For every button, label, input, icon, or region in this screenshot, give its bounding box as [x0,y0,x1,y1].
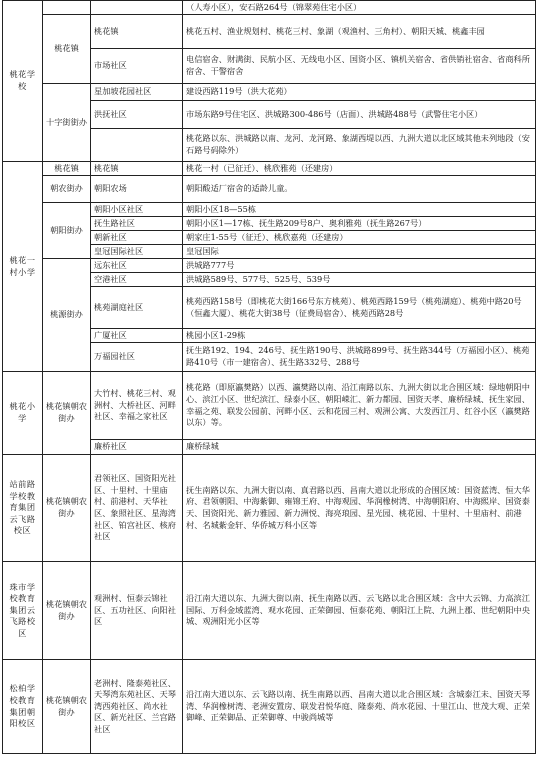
community-cell: 朝阳小区社区 [91,203,183,217]
area-cell: 建设西路119号（洪大花苑） [183,84,536,101]
community-cell: 万福园社区 [91,343,183,372]
district-cell: 桃花镇朝农街办 [43,562,91,660]
school-cell: 桃花小学 [3,372,43,455]
area-cell: 朝阳小区18—55栋 [183,203,536,217]
area-cell: （人寿小区），安石路264号（锦翠苑住宅小区） [183,1,536,15]
area-cell: 桃花五村、渔业规划村、桃花三村、象湖（观渔村、三角村）、朝阳天城、桃鑫丰园 [183,15,536,49]
community-cell: 朝阳农场 [91,176,183,203]
district-cell: 朝阳街办 [43,203,91,259]
school-cell: 站前路学校教育集团云飞路校区 [3,455,43,562]
school-cell: 桃花学校 [3,1,43,162]
community-cell: 观洲村、恒泰云锦社区、五功社区、向阳社区 [91,562,183,660]
table-row [3,562,536,660]
table-row [3,1,536,15]
district-cell: 十字街街办 [43,84,91,162]
community-cell: 廉桥社区 [91,440,183,455]
area-cell: 市场东路9号住宅区、洪城路300-486号（店面）、洪城路488号（武警住宅小区） [183,101,536,129]
community-cell: 远东社区 [91,259,183,273]
community-cell: 朝新社区 [91,231,183,245]
area-cell: 朝家庄1-55号（征迁）、桃欣嘉苑（还建房） [183,231,536,245]
area-cell: 抚生南路以东、九洲大街以南、真君路以西、昌南大道以北形成的合围区域：国资蓝湾、恒大华府、君领朝阳、中海紫御、雍锦王府、中海观园、华润橡树湾、中海朝阳府、中海熙岸、国资泰天、国资阳光、新力雅园、新力洲悦、海亮琅园、星光园、桃花园、十里村、十里庙村、前港村、名城紫金轩、华侨城万科小区等 [183,455,536,562]
school-cell: 珠市学校教育集团云飞路校区 [3,562,43,660]
district-cell: 桃花镇朝农街办 [43,455,91,562]
school-cell: 桃花一村小学 [3,162,43,372]
area-cell: 皇冠国际 [183,245,536,259]
school-zoning-table [2,0,536,754]
district-cell: 桃花镇朝农街办 [43,372,91,455]
community-cell: 洪抚社区 [91,101,183,129]
table-row [3,15,536,49]
table-row [3,176,536,203]
area-cell: 电信宿舍、财满街、民航小区、无线电小区、国资小区、镇机关宿舍、省供销社宿舍、省商科所宿舍、干警宿舍 [183,49,536,84]
district-cell: 桃花镇朝农街办 [43,660,91,754]
community-cell: 桃苑湖庭社区 [91,287,183,329]
community-cell: 空港社区 [91,273,183,287]
area-cell: 抚生路192、194、246号、抚生路190号、洪城路899号、抚生路344号（万福园小区）、桃苑路410号（市一建宿舍）、抚生路332号、288号 [183,343,536,372]
community-cell: 广厦社区 [91,329,183,343]
area-cell: 桃苑西路158号（即桃花大街166号东方桃苑）、桃苑西路159号（桃苑湖庭）、桃苑中路20号（恒鑫大厦）、桃花大街38号（征费局宿舍）、桃苑西路28号 [183,287,536,329]
district-cell: 朝农街办 [43,176,91,203]
community-cell: 抚生路社区 [91,217,183,231]
community-cell: 大竹村、桃花三村、观洲村、大桥社区、河畔社区、幸福之家社区 [91,372,183,440]
community-cell: 老洲村、隆泰苑社区、天琴湾东苑社区、天琴湾西苑社区、尚水社区、新光社区、兰宫路社区 [91,660,183,754]
area-cell: 洪城路777号 [183,259,536,273]
area-cell: 沿江南大道以东、云飞路以南、抚生南路以西、昌南大道以北合围区域：含城泰江未、国资天琴湾、华润橡树湾、老洲安置房、联发君悦华庭、隆泰苑、尚水花园、十里江山、世茂大观、正荣御峰、正荣御品、正荣御尊、中骏尚城等 [183,660,536,754]
area-cell: 桃花路（即原瀛樊路）以西、瀛樊路以南、沿江南路以东、九洲大街以北合围区域：绿地朝阳中心、滨江小区、世纪滨江、绿泰小区、朝阳嵘汇、新力都园、国资天孝、廉桥绿城、抚生家园、幸福之苑、联发公园前、河畔小区、云和花园三村、观洲公寓、大发西江月、红谷小区（瀛樊路以东）等。 [183,372,536,440]
table-row [3,84,536,101]
district-cell: 桃花镇 [43,15,91,84]
school-cell: 松柏学校教育集团朝阳校区 [3,660,43,754]
table-row [3,203,536,217]
community-cell: 君领社区、国资阳光社区、十里村、十里庙村、前港村、天华社区、象照社区、星海湾社区、铂宫社区、核府社区 [91,455,183,562]
area-cell: 廉桥绿城 [183,440,536,455]
table-row [3,162,536,176]
area-cell: 沿江南大道以东、九洲大街以南、抚生南路以西、云飞路以北合围区域：含中大云锦、力高滨江国际、万科金域蓝湾、观水花园、正荣御园、恒泰花苑、朝阳江上院、九洲上郡、世纪朝阳中央城、观洲阳光小区等 [183,562,536,660]
table-row [3,455,536,562]
area-cell: 桃花一村（已征迁）、桃欣雅苑（还建房） [183,162,536,176]
community-cell [91,1,183,15]
community-cell: 市场社区 [91,49,183,84]
table-row [3,660,536,754]
area-cell: 朝阳酸适厂宿舍的适龄儿童。 [183,176,536,203]
district-cell: 桃花镇 [43,162,91,176]
community-cell: 皇冠国际社区 [91,245,183,259]
table-row [3,259,536,273]
table-row [3,372,536,440]
community-cell: 桃花镇 [91,15,183,49]
community-cell: 星加坡花园社区 [91,84,183,101]
area-cell: 朝阳小区1—17栋、抚生路209号8户、奥利雅苑（抚生路267号） [183,217,536,231]
district-cell: 桃源街办 [43,259,91,372]
area-cell: 桃花路以东、洪城路以南、龙河、龙河路、象湖西堤以西、九洲大道以北区域其他未列地段（安石路号码除外） [183,129,536,162]
community-cell: 桃花镇 [91,162,183,176]
area-cell: 桃园小区1-29栋 [183,329,536,343]
area-cell: 洪城路589号、577号、525号、539号 [183,273,536,287]
community-cell [91,129,183,162]
district-cell [43,1,91,15]
